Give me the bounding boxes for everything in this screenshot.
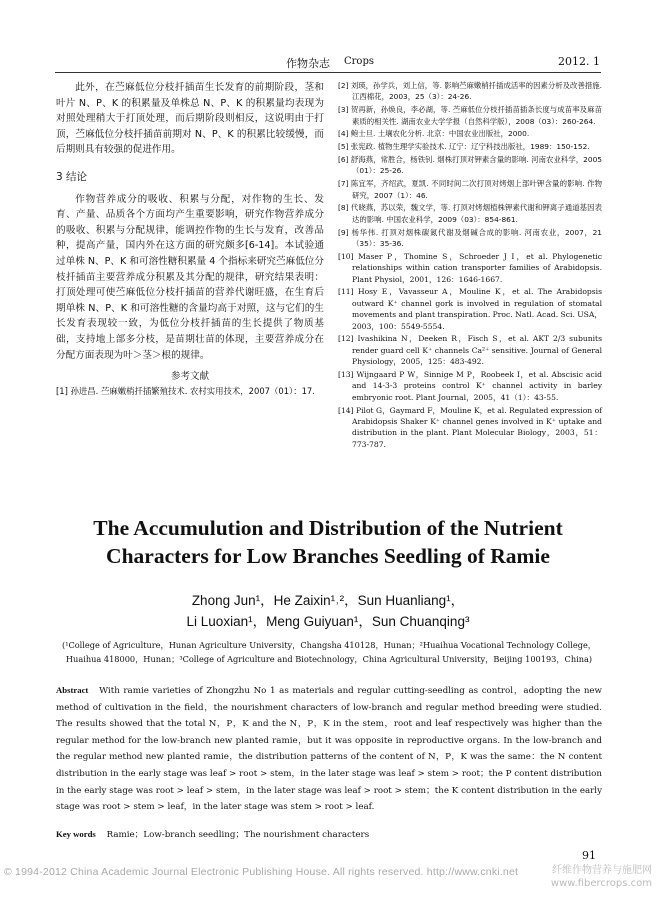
reference-item: [4] 鲍士旦. 土壤农化分析. 北京：中国农业出版社，2000. [338, 129, 530, 139]
page-number: 91 [582, 849, 596, 862]
reference-item: [2] 刘瑛，孙学兵，刘上信，等. 影响苎麻嫩梢扦插成活率的因素分析及改善措施. 江西棉花，2003，25（3）：24-26. [338, 81, 602, 102]
reference-item: [6] 舒海燕，常胜合，杨铁钊. 烟株打顶对钾素含量的影响. 河南农业科学，2005（01）：25-26. [338, 155, 602, 176]
reference-item: [3] 贺再新，孙焕良，李必湖，等. 苎麻低位分枝扦插苗插条长度与成苗率及麻苗素质的相关性. 湖南农业大学学报（自然科学版），2008（03）：260-264. [338, 105, 602, 126]
left-column [56, 80, 324, 397]
abstract-text: With ramie varieties of Zhongzhu No 1 as materials and regular cutting-seedling as control，adopting the new method of cultivation in the field，the nourishment characters of low-branch and regular method breeding were studied. The results showed that the total N，P，K and the N，P，K in the stem，root and leaf respectively was higher than the regular method for the low-branch new planted ramie，but it was opposite in reproductive organs. In the low-branch and the regular method new planted ramie，the distribution patterns of the content of N，P，K was the same：the N content distribution in the early stage was leaf > root > stem，in the later stage was leaf > stem > root；the P content distribution in the early stage was root > leaf > stem，in the later stage was leaf > root > stem；the K content distribution in the early stage was root > stem > leaf，in the later stage was stem > root > leaf. [56, 686, 602, 813]
references-heading: 参考文献 [170, 371, 209, 383]
reference-item: [5] 张宪政. 植物生理学实验技术. 辽宁：辽宁科技出版社，1989：150-152. [338, 142, 590, 152]
reference-item: [1] 孙进昌. 苎麻嫩梢扦插繁殖技术. 农村实用技术，2007（01）：17. [56, 385, 315, 396]
keywords [56, 828, 602, 840]
journal-name: 作物杂志 [286, 57, 330, 70]
abstract [56, 682, 602, 816]
reference-item: [9] 杨华伟. 打顶对烟株碳氮代谢及烟碱合成的影响. 河南农业，2007，21（35）：35-36. [338, 227, 602, 249]
authors-line-1: Zhong Jun¹，He Zaixin¹˒²，Sun Huanliang¹， [191, 593, 465, 608]
english-title-line-2: Characters for Low Branches Seedling of Ramie [106, 544, 550, 568]
issue-date: 2012. 1 [558, 55, 600, 68]
affiliation-line-1: (¹College of Agriculture，Hunan Agriculture University，Changsha 410128，Hunan；²Huaihua Vocational Technology College， [62, 640, 596, 650]
journal-name-en: Crops [344, 56, 374, 67]
affiliation-line-2: Huaihua 418000，Hunan；³College of Agriculture and Biotechnology，China Agricultural University，Beijing 100193，China) [65, 654, 593, 664]
copyright-footer: © 1994-2012 China Academic Journal Electronic Publishing House. All rights reserved. http://www.cnki.net [4, 866, 519, 878]
watermark [506, 864, 652, 890]
reference-item: [14] Pilot G，Gaymard F，Mouline K，et al. Regulated expression of Arabidopsis Shaker K⁺ channel genes involved in K⁺ uptake and distribution in the plant. Plant Molecular Biology，2003，51：773-787. [338, 405, 602, 449]
reference-item: [7] 陈宜军，齐绍武，夏凯. 不同时间二次打顶对烤烟上部叶钾含量的影响. 作物研究，2007（1）：46. [338, 179, 602, 200]
affiliations [56, 638, 602, 666]
reference-item: [11] Hosy E，Vavasseur A，Mouline K，et al. The Arabidopsis outward K⁺ channel gork is involved in regulation of stomatal movements and plant transpiration. Proc. Natl. Acad. Sci. USA，2003，100：5549-5554. [338, 287, 602, 331]
reference-item: [8] 代晓燕，苏以荣，魏文学，等. 打顶对烤烟植株钾素代谢和钾离子通道基因表达的影响. 中国农业科学，2009（03）：854-861. [338, 203, 602, 224]
reference-item: [12] Ivashikina N，Deeken R，Fisch S，et al. AKT 2/3 subunits render guard cell K⁺ channels Ca²⁺ sensitive. Journal of General Physiology，2005，125：483-492. [338, 334, 602, 367]
english-title-line-1: The Accumulution and Distribution of the Nutrient [93, 516, 563, 540]
body-paragraph-1: 此外，在苎麻低位分枝扦插苗生长发育的前期阶段，茎和叶片 N、P、K 的积累量及单株总 N、P、K 的积累量均表现为对照处理稍大于打顶处理，而后期阶段则相反，这说明由于打顶，苎麻低位分枝扦插苗前期对 N、P、K 的积累比较缓慢，而后期则具有较强的促进作用。 [56, 82, 324, 156]
keywords-label: Key words [56, 829, 96, 839]
header-rule [55, 72, 601, 73]
right-column-references [338, 80, 602, 452]
reference-item: [10] Maser P，Thomine S，Schroeder J I，et al. Phylogenetic relationships within cation transporter families of Arabidopsis. Plant Physiol，2001，126：1646-1667. [338, 251, 602, 284]
author-list [0, 590, 656, 632]
running-header [0, 55, 656, 71]
section-heading-conclusion: 3 结论 [56, 170, 88, 183]
reference-item: [13] Wijngaard P W，Sinnige M P，Roobeek I，et al. Abscisic acid and 14-3-3 proteins control K⁺ channel activity in barley embryonic root. Plant Journal，2005，41（1）：43-55. [338, 370, 602, 402]
english-title [0, 514, 656, 570]
abstract-label: Abstract [56, 685, 89, 695]
authors-line-2: Li Luoxian¹，Meng Guiyuan¹，Sun Chuanqing³ [186, 614, 470, 629]
keywords-text: Ramie；Low-branch seedling；The nourishment characters [106, 830, 370, 840]
watermark-line-2: www.fibercrops.com [550, 878, 652, 889]
watermark-line-1: 纤维作物营养与施肥网 [552, 865, 652, 876]
body-paragraph-2: 作物营养成分的吸收、积累与分配，对作物的生长、发育、产量、品质各个方面均产生重要影响，研究作物营养成分的吸收、积累与分配规律，能调控作物的生长与发育，改善品种，提高产量，国内外在这方面的研究颇多[6-14]。本试验通过单株 N、P、K 和可溶性糖积累量 4 个指标来研究苎麻低位分枝扦插苗主要营养成分积累及其分配的规律，研究结果表明：打顶处理可使苎麻低位分枝扦插苗的营养代谢旺盛，在生育后期单株 N、P、K 和可溶性糖的含量均高于对照，这与它们的生长发育表现较一致，为低位分枝扦插苗的生长提供了物质基础，支持地上部多分枝，是苗期壮苗的体现，主要营养成分在分配方面表现为叶＞茎＞根的规律。 [56, 193, 324, 361]
